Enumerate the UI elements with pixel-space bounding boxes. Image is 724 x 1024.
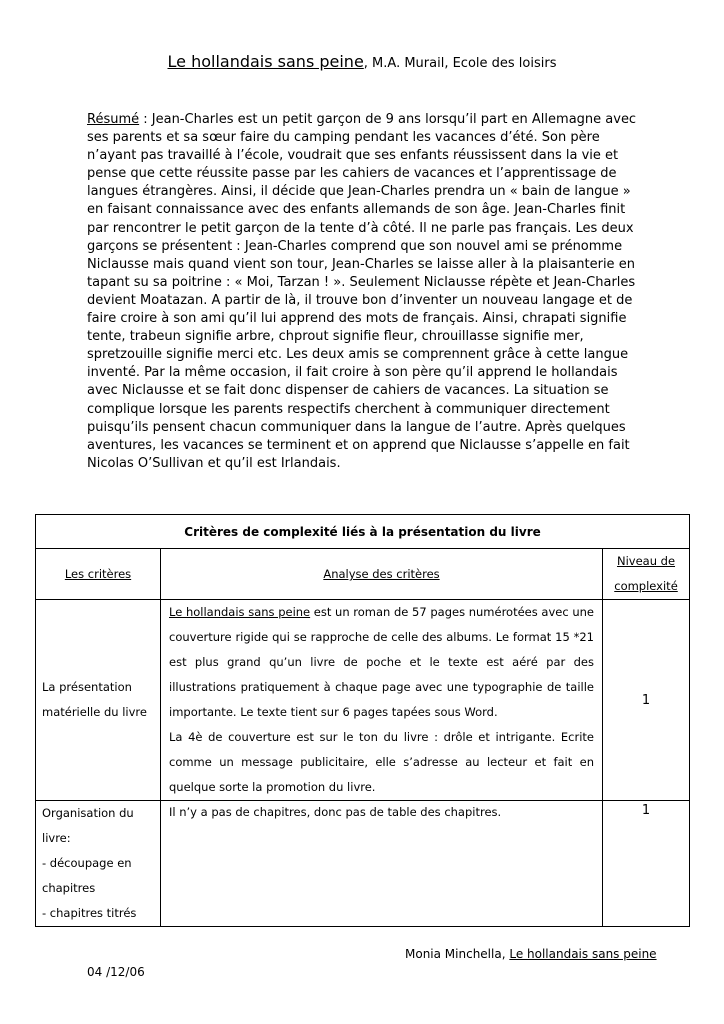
- footer-author: [405, 947, 657, 961]
- criterion-cell: Organisation du livre: - découpage en chapitres - chapitres titrés: [36, 801, 161, 927]
- author-name: Monia Minchella,: [405, 947, 510, 961]
- footer-book-title: Le hollandais sans peine: [509, 947, 657, 961]
- summary-paragraph: [87, 111, 643, 473]
- column-header-analysis: Analyse des critères: [161, 549, 603, 600]
- table-title: Critères de complexité liés à la présentation du livre: [36, 515, 690, 549]
- level-cell: 1: [603, 600, 690, 801]
- table-header-row: [36, 549, 690, 600]
- book-title: Le hollandais sans peine: [167, 52, 364, 71]
- analysis-cell: Le hollandais sans peine est un roman de 57 pages numérotées avec une couverture rigide qui se rapproche de celle des albums. Le format 15 *21 est plus grand qu’un livre de poche et le texte est aéré par des illustrations pratiquement à chaque page avec une typographie de taille importante. Le texte tient sur 6 pages tapées sous Word. La 4è de couverture est sur le ton du livre : drôle et intrigante. Ecrite comme un message publicitaire, elle s’adresse au lecteur et fait en quelque sorte la promotion du livre.: [161, 600, 603, 801]
- criterion-cell: La présentation matérielle du livre: [36, 600, 161, 801]
- summary-text: : Jean-Charles est un petit garçon de 9 ans lorsqu’il part en Allemagne avec ses parents et sa sœur faire du camping pendant les vacances d’été. Son père n’ayant pas travaillé à l’école, voudrait que ses enfants réussissent dans la vie et pense que cette réussite passe par les cahiers de vacances et l’apprentissage de langues étrangères. Ainsi, il décide que Jean-Charles prendra un « bain de langue » en faisant connaissance avec des enfants allemands de son âge. Jean-Charles finit par rencontrer le petit garçon de la tente d’à côté. Il ne parle pas français. Les deux garçons se présentent : Jean-Charles comprend que son nouvel ami se prénomme Niclausse mais quand vient son tour, Jean-Charles se laisse aller à la plaisanterie en tapant su sa poitrine : « Moi, Tarzan ! ». Seulement Niclausse répète et Jean-Charles devient Moatazan. A partir de là, il trouve bon d’inventer un nouveau langage et de faire croire à son ami qu’il lui apprend des mots de français. Ainsi, chrapati signifie tente, trabeun signifie arbre, chprout signifie fleur, chrouillasse signifie mer, spretzouille signifie merci etc. Les deux amis se comprennent grâce à cette langue inventé. Par la même occasion, il fait croire à son père qu’il apprend le hollandais avec Niclausse et se fait donc dispenser de cahiers de vacances. La situation se complique lorsque les parents respectifs cherchent à communiquer directement puisqu’ils pensent chacun communiquer dans la langue de l’autre. Après quelques aventures, les vacances se terminent et on apprend que Niclausse s’appelle en fait Nicolas O’Sullivan et qu’il est Irlandais.: [87, 112, 637, 471]
- table-title-row: [36, 515, 690, 549]
- level-cell: 1: [603, 801, 690, 927]
- criteria-table: [35, 514, 690, 927]
- column-header-level: Niveau de complexité: [603, 549, 690, 600]
- analysis-book-title: Le hollandais sans peine: [169, 605, 311, 619]
- document-title: [0, 52, 724, 71]
- column-header-criteria: Les critères: [36, 549, 161, 600]
- analysis-cell: Il n’y a pas de chapitres, donc pas de table des chapitres.: [161, 801, 603, 927]
- table-row: [36, 600, 690, 801]
- footer-date: 04 /12/06: [87, 965, 145, 979]
- summary-label: Résumé: [87, 112, 140, 127]
- book-credits: , M.A. Murail, Ecole des loisirs: [363, 56, 557, 71]
- table-row: [36, 801, 690, 927]
